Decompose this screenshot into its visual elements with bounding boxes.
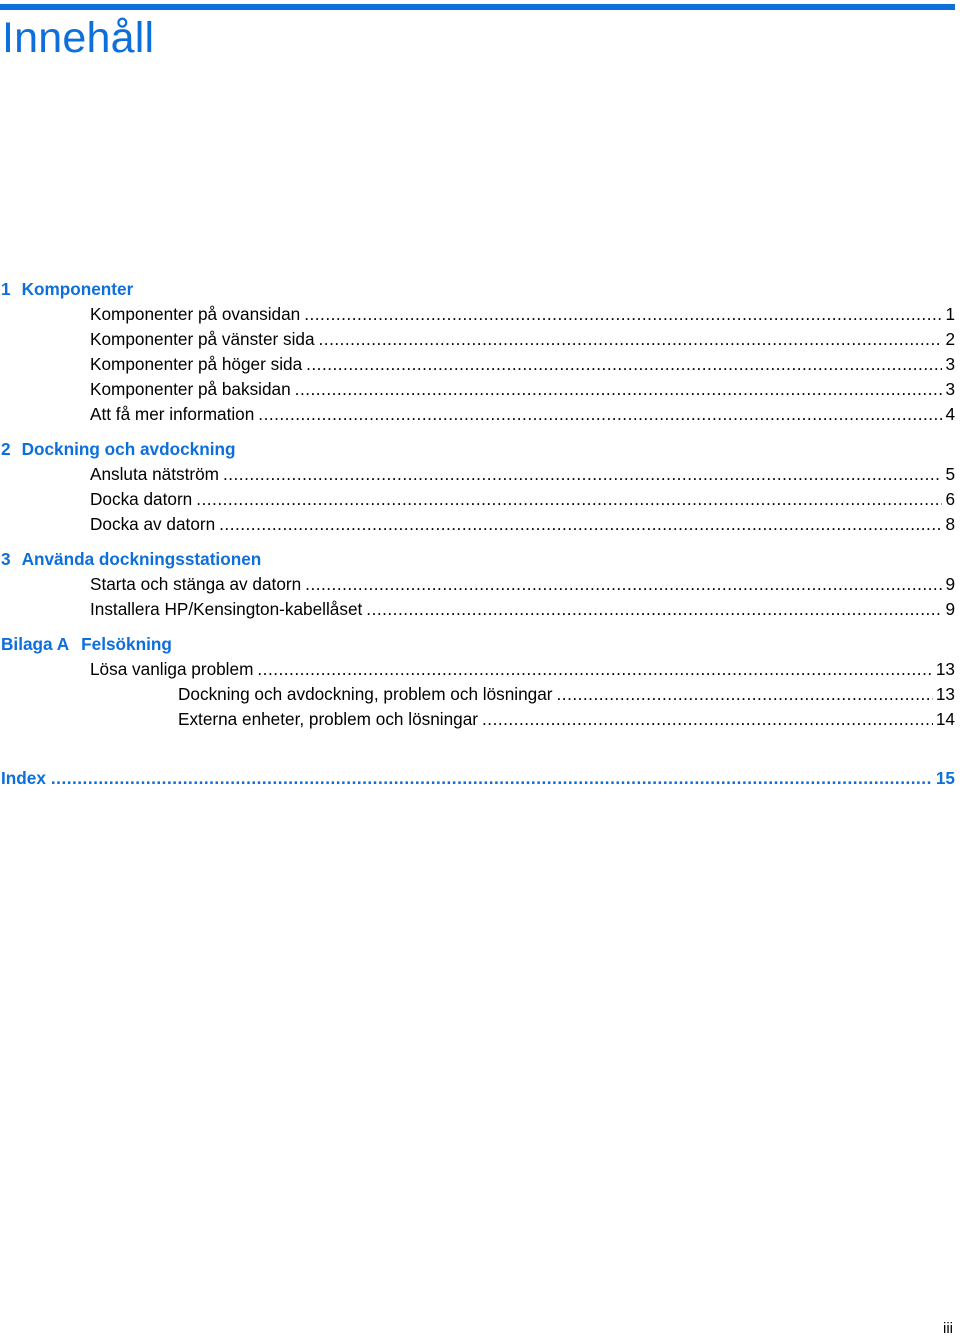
toc-entry-page: 4 xyxy=(945,404,955,424)
table-of-contents xyxy=(0,277,955,791)
chapter-1 xyxy=(0,277,955,427)
index-entry[interactable] xyxy=(0,766,955,791)
toc-entry-label: Starta och stänga av datorn xyxy=(90,574,302,594)
toc-entry-page: 6 xyxy=(945,489,955,509)
appendix-heading-a[interactable] xyxy=(0,632,955,657)
toc-entry-label: Komponenter på vänster sida xyxy=(90,329,315,349)
toc-entry[interactable] xyxy=(0,402,955,427)
chapter-heading-2[interactable] xyxy=(0,437,955,462)
dot-leader xyxy=(304,302,942,327)
toc-subentry[interactable] xyxy=(0,707,955,732)
toc-entry[interactable] xyxy=(0,572,955,597)
toc-entry-label: Docka av datorn xyxy=(90,514,216,534)
toc-entry[interactable] xyxy=(0,487,955,512)
toc-entry-page: 5 xyxy=(945,464,955,484)
dot-leader xyxy=(258,402,942,427)
toc-subentry[interactable] xyxy=(0,682,955,707)
toc-entry[interactable] xyxy=(0,462,955,487)
toc-entry-page: 3 xyxy=(945,379,955,399)
toc-entry-page: 1 xyxy=(945,304,955,324)
dot-leader xyxy=(257,657,932,682)
toc-entry-label: Komponenter på höger sida xyxy=(90,354,303,374)
toc-entry-page: 9 xyxy=(945,599,955,619)
top-rule xyxy=(0,4,955,10)
chapter-number: 1 xyxy=(1,279,11,299)
toc-entry-page: 13 xyxy=(935,684,955,704)
dot-leader xyxy=(305,572,942,597)
toc-entry-label: Att få mer information xyxy=(90,404,255,424)
dot-leader xyxy=(295,377,943,402)
toc-entry[interactable] xyxy=(0,327,955,352)
dot-leader xyxy=(219,512,942,537)
chapter-number: 2 xyxy=(1,439,11,459)
toc-entry-label: Komponenter på baksidan xyxy=(90,379,291,399)
chapter-number: 3 xyxy=(1,549,11,569)
dot-leader xyxy=(223,462,942,487)
dot-leader xyxy=(557,682,933,707)
appendix-a xyxy=(0,632,955,732)
dot-leader xyxy=(51,766,933,791)
chapter-title: Felsökning xyxy=(81,634,172,654)
toc-entry-page: 13 xyxy=(935,659,955,679)
chapter-3 xyxy=(0,547,955,622)
toc-entry-page: 9 xyxy=(945,574,955,594)
toc-entry-label: Externa enheter, problem och lösningar xyxy=(178,709,479,729)
page-number: iii xyxy=(943,1320,953,1337)
toc-entry-page: 3 xyxy=(945,354,955,374)
page-title: Innehåll xyxy=(2,14,155,62)
chapter-title: Använda dockningsstationen xyxy=(21,549,262,569)
toc-entry-label: Docka datorn xyxy=(90,489,193,509)
toc-entry[interactable] xyxy=(0,377,955,402)
toc-entry-label: Lösa vanliga problem xyxy=(90,659,254,679)
chapter-number: Bilaga A xyxy=(1,634,70,654)
index-page: 15 xyxy=(935,768,955,788)
toc-entry[interactable] xyxy=(0,512,955,537)
toc-entry[interactable] xyxy=(0,302,955,327)
dot-leader xyxy=(196,487,942,512)
toc-entry-page: 14 xyxy=(935,709,955,729)
chapter-title: Komponenter xyxy=(21,279,134,299)
chapter-2 xyxy=(0,437,955,537)
index-label: Index xyxy=(1,768,46,788)
toc-entry[interactable] xyxy=(0,597,955,622)
chapter-heading-3[interactable] xyxy=(0,547,955,572)
toc-entry-label: Komponenter på ovansidan xyxy=(90,304,301,324)
toc-entry-label: Installera HP/Kensington-kabellåset xyxy=(90,599,363,619)
chapter-heading-1[interactable] xyxy=(0,277,955,302)
dot-leader xyxy=(366,597,942,622)
toc-entry-page: 8 xyxy=(945,514,955,534)
dot-leader xyxy=(306,352,942,377)
toc-entry[interactable] xyxy=(0,657,955,682)
chapter-title: Dockning och avdockning xyxy=(21,439,236,459)
toc-entry-label: Ansluta nätström xyxy=(90,464,219,484)
toc-entry[interactable] xyxy=(0,352,955,377)
toc-entry-label: Dockning och avdockning, problem och lösningar xyxy=(178,684,553,704)
dot-leader xyxy=(482,707,933,732)
toc-entry-page: 2 xyxy=(945,329,955,349)
dot-leader xyxy=(319,327,943,352)
